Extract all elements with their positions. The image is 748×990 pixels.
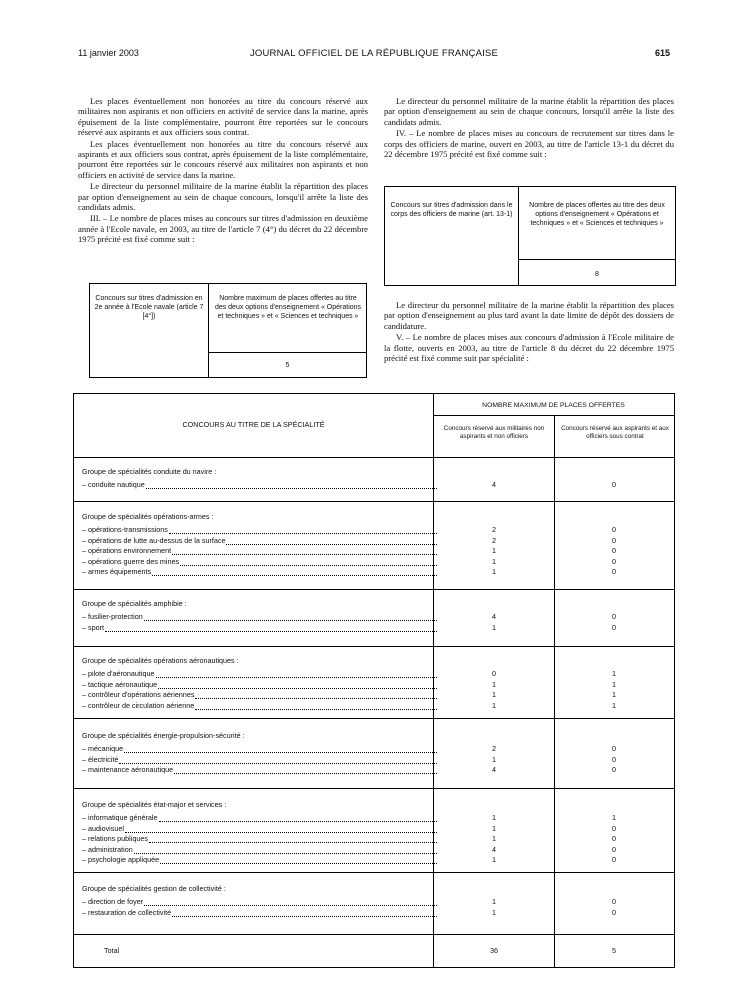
specialite-label: – électricité — [82, 754, 119, 764]
specialite-label: – opérations environnement — [82, 546, 172, 555]
table-row — [82, 546, 437, 555]
specialite-label: – contrôleur de circulation aérienne — [82, 700, 195, 710]
dot-leader — [174, 767, 437, 774]
table-row — [82, 480, 437, 489]
specialite-label: – psychologie appliquée — [82, 855, 160, 864]
paragraph: Les places éventuellement non honorées au titre du concours réservé aux militaires non aspirants et non officiers en activité de service dans la marine, après épuisement de la liste complémentaire, pourront être reportées sur le concours réservé aux aspirants et aux officiers sous contrat. — [78, 96, 368, 138]
total-militaires: 36 — [490, 946, 498, 955]
dot-leader — [159, 815, 437, 822]
value-militaires: 1 — [492, 679, 496, 689]
dot-leader — [195, 703, 437, 710]
column-header-militaires: Concours réservé aux militaires non aspirants et non officiers — [443, 425, 545, 440]
dot-leader — [226, 538, 437, 545]
value-militaires: 1 — [492, 556, 496, 566]
value-militaires: 2 — [492, 535, 496, 545]
dot-leader — [146, 482, 437, 489]
dot-leader — [160, 857, 437, 864]
page-header — [78, 48, 670, 62]
table-row — [82, 813, 437, 822]
value-militaires: 1 — [492, 754, 496, 764]
table-row — [82, 690, 437, 699]
table-row — [82, 834, 437, 843]
column-header-places: NOMBRE MAXIMUM DE PLACES OFFERTES — [482, 402, 625, 409]
specialite-label: – mécanique — [82, 744, 124, 753]
value-aspirants: 0 — [612, 556, 616, 566]
value-militaires: 1 — [492, 834, 496, 843]
box1-left-header: Concours sur titres d'admission en 2e année à l'Ecole navale (article 7 [4°]) — [94, 295, 204, 320]
table-row — [82, 701, 437, 710]
table-row — [82, 855, 437, 864]
paragraph: Le directeur du personnel militaire de la marine établit la répartition des places par option d'enseignement au sein de chaque concours, lorsqu'il arrête la liste des candidats admis. — [78, 181, 368, 213]
box1-right-header: Nombre maximum de places offertes au titre des deux options d'enseignement « Opérations et techniques » et « Sciences et techniques » — [214, 295, 362, 320]
value-aspirants: 0 — [612, 834, 616, 843]
table-row — [82, 908, 437, 917]
table-row — [82, 680, 437, 689]
value-aspirants: 1 — [612, 690, 616, 699]
dot-leader — [119, 757, 437, 764]
table-row — [82, 897, 437, 906]
dot-leader — [125, 826, 437, 833]
value-militaires: 0 — [492, 669, 496, 678]
total-aspirants: 5 — [612, 946, 616, 955]
right-column-lower — [384, 300, 674, 364]
value-militaires: 1 — [492, 907, 496, 917]
specialite-label: – opérations de lutte au-dessus de la surface — [82, 535, 226, 545]
box2-value: 8 — [595, 271, 599, 278]
specialite-label: – tactique aéronautique — [82, 679, 158, 689]
specialite-label: – conduite nautique — [82, 480, 145, 489]
table-specialites — [73, 393, 675, 968]
paragraph: III. – Le nombre de places mises au concours sur titres d'admission en deuxième année à l'Ecole navale, en 2003, au titre de l'article 7 (4°) du décret du 22 décembre 1975 précité est fixé comme suit : — [78, 213, 368, 245]
value-militaires: 2 — [492, 525, 496, 534]
specialite-label: – fusilier-protection — [82, 612, 143, 621]
value-militaires: 4 — [492, 844, 496, 854]
specialite-label: – sport — [82, 622, 104, 632]
value-aspirants: 0 — [612, 823, 616, 833]
dot-leader — [105, 625, 437, 632]
value-aspirants: 0 — [612, 855, 616, 864]
table-row — [82, 623, 437, 632]
paragraph: Le directeur du personnel militaire de la marine établit la répartition des places par option d'enseignement au plus tard avant la date limite de dépôt des dossiers de candidature. — [384, 300, 674, 331]
specialite-label: – audiovisuel — [82, 823, 124, 833]
value-militaires: 1 — [492, 546, 496, 555]
paragraph: V. – Le nombre de places mises aux concours d'admission à l'Ecole militaire de la flotte, ouverts en 2003, au titre de l'article 8 du décret du 22 décembre 1975 précité est fixé comme suit par spécialité : — [384, 332, 674, 364]
value-aspirants: 0 — [612, 622, 616, 632]
value-militaires: 1 — [492, 622, 496, 632]
dot-leader — [195, 692, 437, 699]
value-militaires: 1 — [492, 823, 496, 833]
dot-leader — [158, 682, 437, 689]
specialite-label: – informatique générale — [82, 813, 158, 822]
total-label: Total — [104, 946, 120, 955]
value-aspirants: 0 — [612, 897, 616, 906]
value-aspirants: 1 — [612, 679, 616, 689]
table-row — [82, 536, 437, 545]
value-aspirants: 0 — [612, 612, 616, 621]
value-aspirants: 1 — [612, 669, 616, 678]
value-militaires: 4 — [492, 612, 496, 621]
dot-leader — [156, 671, 437, 678]
table-row — [82, 765, 437, 774]
box2-right-header: Nombre de places offertes au titre des deux options d'enseignement « Opérations et techniques » et « Sciences et techniques » — [529, 202, 665, 227]
group-title: Groupe de spécialités énergie-propulsion-sécurité : — [82, 731, 245, 740]
dot-leader — [144, 614, 437, 621]
value-militaires: 2 — [492, 744, 496, 753]
paragraph: Les places éventuellement non honorées au titre du concours réservé aux aspirants et aux officiers sous contrat, après épuisement de la liste complémentaire, pourront être reportées sur le concours réservé aux militaires non aspirants et non officiers en activité de service dans la marine. — [78, 138, 368, 180]
table-row — [82, 612, 437, 621]
dot-leader — [172, 910, 437, 917]
specialite-label: – maintenance aéronautique — [82, 765, 174, 774]
table-row — [82, 845, 437, 854]
page-number: 615 — [654, 48, 670, 58]
group-title: Groupe de spécialités amphibie : — [82, 599, 187, 608]
value-militaires: 4 — [492, 480, 496, 489]
column-header-aspirants: Concours réservé aux aspirants et aux officiers sous contrat — [561, 425, 669, 440]
value-militaires: 1 — [492, 855, 496, 864]
group-title: Groupe de spécialités opérations aéronautiques : — [82, 656, 239, 665]
value-aspirants: 0 — [612, 546, 616, 555]
value-aspirants: 0 — [612, 480, 616, 489]
header-date: 11 janvier 2003 — [78, 48, 139, 58]
table-row — [82, 567, 437, 576]
value-aspirants: 0 — [612, 744, 616, 753]
header-title: JOURNAL OFFICIEL DE LA RÉPUBLIQUE FRANÇAISE — [249, 48, 499, 59]
table-row — [82, 824, 437, 833]
value-militaires: 1 — [492, 567, 496, 576]
value-aspirants: 0 — [612, 765, 616, 774]
dot-leader — [172, 548, 437, 555]
value-aspirants: 1 — [612, 700, 616, 710]
table-ecole-navale — [89, 283, 367, 378]
table-row — [82, 525, 437, 534]
value-militaires: 1 — [492, 897, 496, 906]
specialite-label: – opérations guerre des mines — [82, 556, 180, 566]
specialite-label: – armes équipements — [82, 567, 152, 576]
paragraph: Le directeur du personnel militaire de la marine établit la répartition des places par option d'enseignement au sein de chaque concours, lorsqu'il arrête la liste des candidats admis. — [384, 96, 674, 127]
value-aspirants: 0 — [612, 844, 616, 854]
group-title: Groupe de spécialités gestion de collectivité : — [82, 884, 226, 893]
column-header-specialite: CONCOURS AU TITRE DE LA SPÉCIALITÉ — [182, 420, 325, 429]
table-row — [82, 557, 437, 566]
specialite-label: – restauration de collectivité — [82, 907, 172, 917]
paragraph: IV. – Le nombre de places mises au concours de recrutement sur titres dans le corps des officiers de marine, ouvert en 2003, au titre de l'article 13-1 du décret du 22 décembre 1975 précité est fixé comme suit : — [384, 128, 674, 160]
dot-leader — [180, 559, 437, 566]
dot-leader — [144, 899, 437, 906]
value-aspirants: 1 — [612, 813, 616, 822]
left-column — [78, 96, 368, 246]
dot-leader — [134, 847, 437, 854]
specialite-label: – relations publiques — [82, 834, 148, 843]
dot-leader — [152, 569, 437, 576]
value-militaires: 1 — [492, 813, 496, 822]
group-title: Groupe de spécialités conduite du navire : — [82, 467, 217, 476]
value-aspirants: 0 — [612, 567, 616, 576]
specialite-label: – direction de foyer — [82, 897, 144, 906]
table-row — [82, 669, 437, 678]
value-aspirants: 0 — [612, 525, 616, 534]
specialite-label: – contrôleur d'opérations aériennes — [82, 690, 195, 699]
group-title: Groupe de spécialités état-major et services : — [82, 800, 227, 809]
value-aspirants: 0 — [612, 754, 616, 764]
value-militaires: 4 — [492, 765, 496, 774]
specialite-label: – pilote d'aéronautique — [82, 669, 155, 678]
box2-left-header: Concours sur titres d'admission dans le corps des officiers de marine (art. 13-1) — [390, 202, 513, 218]
table-officiers-marine — [384, 186, 676, 286]
value-aspirants: 0 — [612, 535, 616, 545]
table-row — [82, 744, 437, 753]
value-militaires: 1 — [492, 700, 496, 710]
specialite-label: – administration — [82, 844, 133, 854]
group-title: Groupe de spécialités opérations-armes : — [82, 512, 214, 521]
box1-value: 5 — [285, 362, 290, 369]
dot-leader — [169, 527, 437, 534]
right-column — [384, 96, 674, 160]
value-militaires: 1 — [492, 690, 496, 699]
specialite-label: – opérations-transmissions — [82, 525, 168, 534]
dot-leader — [124, 746, 437, 753]
value-aspirants: 0 — [612, 907, 616, 917]
table-row — [82, 755, 437, 764]
dot-leader — [149, 836, 437, 843]
